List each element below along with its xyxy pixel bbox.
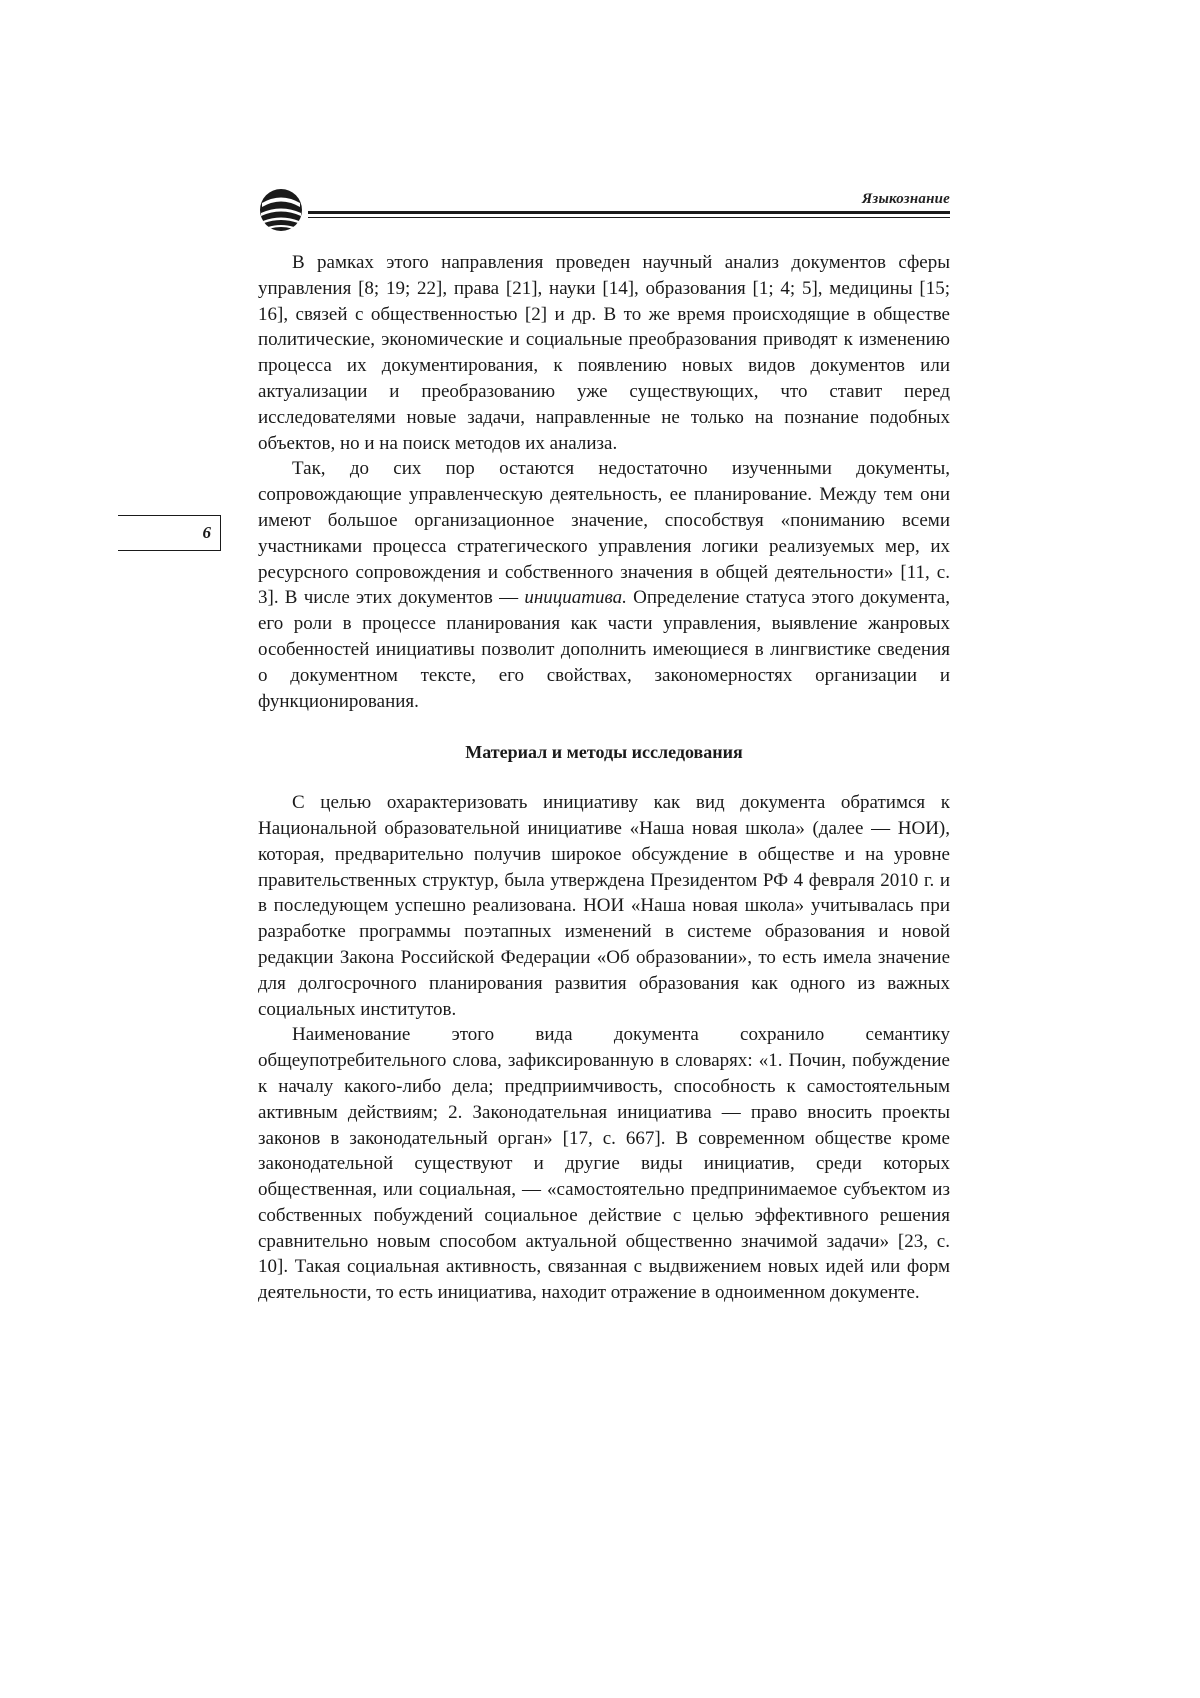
article-body bbox=[258, 250, 950, 1306]
body-paragraph bbox=[258, 250, 950, 456]
body-paragraph: Наименование этого вида документа сохранило семантику общеупотребительного слова, зафиксированную в словарях: «1. Почин, побуждение к началу какого-либо дела; предприимчивость, способность к самостоятельным активным действиям; 2. Законодательная инициатива — право вносить проекты законов в законодательный орган» [17, с. 667]. В современном обществе кроме законодательной существуют и другие виды инициатив, среди которых общественная, или социальная, — «самостоятельно предпринимаемое субъектом из собственных побуждений социальное действие с целью эффективного решения сравнительно новым способом актуальной общественно значимой задачи» [23, с. 10]. Такая социальная активность, связанная с выдвижением новых идей или форм деятельности, то есть инициатива, находит отражение в одноименном документе. bbox=[258, 1024, 950, 1304]
page-number: 6 bbox=[202, 523, 211, 542]
header-rule-thin bbox=[308, 217, 950, 218]
running-header bbox=[258, 186, 950, 238]
paragraph-text: Так, до сих пор остаются недостаточно изученными документы, сопровождающие управленческую деятельность, ее планирование. Между тем они имеют большое организационное значение, способствуя «пониманию всеми участниками процесса стратегического управления логики реализуемых мер, их ресурсного сопровождения и собственного значения в общей деятельности» [11, с. 3]. В числе этих документов — bbox=[258, 458, 950, 609]
paragraph-text: Определение статуса этого документа, его роли в процессе планирования как части управления, выявление жанровых особенностей инициативы позволит дополнить имеющиеся в лингвистике сведения о документном тексте, его свойствах, закономерностях организации и функционирования. bbox=[258, 587, 950, 712]
journal-logo-icon bbox=[258, 186, 304, 234]
header-rule-thick bbox=[308, 211, 950, 214]
page-number-box bbox=[118, 515, 221, 551]
italic-term: инициатива. bbox=[524, 587, 627, 609]
running-title: Языкознание bbox=[861, 191, 950, 207]
body-paragraph: С целью охарактеризовать инициативу как вид документа обратимся к Национальной образовательной инициативе «Наша новая школа» (далее — НОИ), которая, предварительно получив широкое обсуждение в обществе и на уровне правительственных структур, была утверждена Президентом РФ 4 февраля 2010 г. и в последующем успешно реализована. НОИ «Наша новая школа» учитывалась при разработке программы поэтапных изменений в системе образования и новой редакции Закона Российской Федерации «Об образовании», то есть имела значение для долгосрочного планирования развития образования как одного из важных социальных институтов. bbox=[258, 792, 950, 1020]
body-paragraph bbox=[258, 456, 950, 714]
paragraph-text: В рамках этого направления проведен научный анализ документов сферы управления [8; 19; 22], права [21], науки [14], образования [1; 4; 5], медицины [15; 16], связей с общественностью [2] и др. В то же время происходящие в обществе политические, экономические и социальные преобразования приводят к изменению процесса их документирования, к появлению новых видов документов или актуализации и преобразованию уже существующих, что ставит перед исследователями новые задачи, направленные не только на познание подобных объектов, но и на поиск методов их анализа. bbox=[258, 252, 950, 454]
section-heading: Материал и методы исследования bbox=[465, 742, 743, 763]
